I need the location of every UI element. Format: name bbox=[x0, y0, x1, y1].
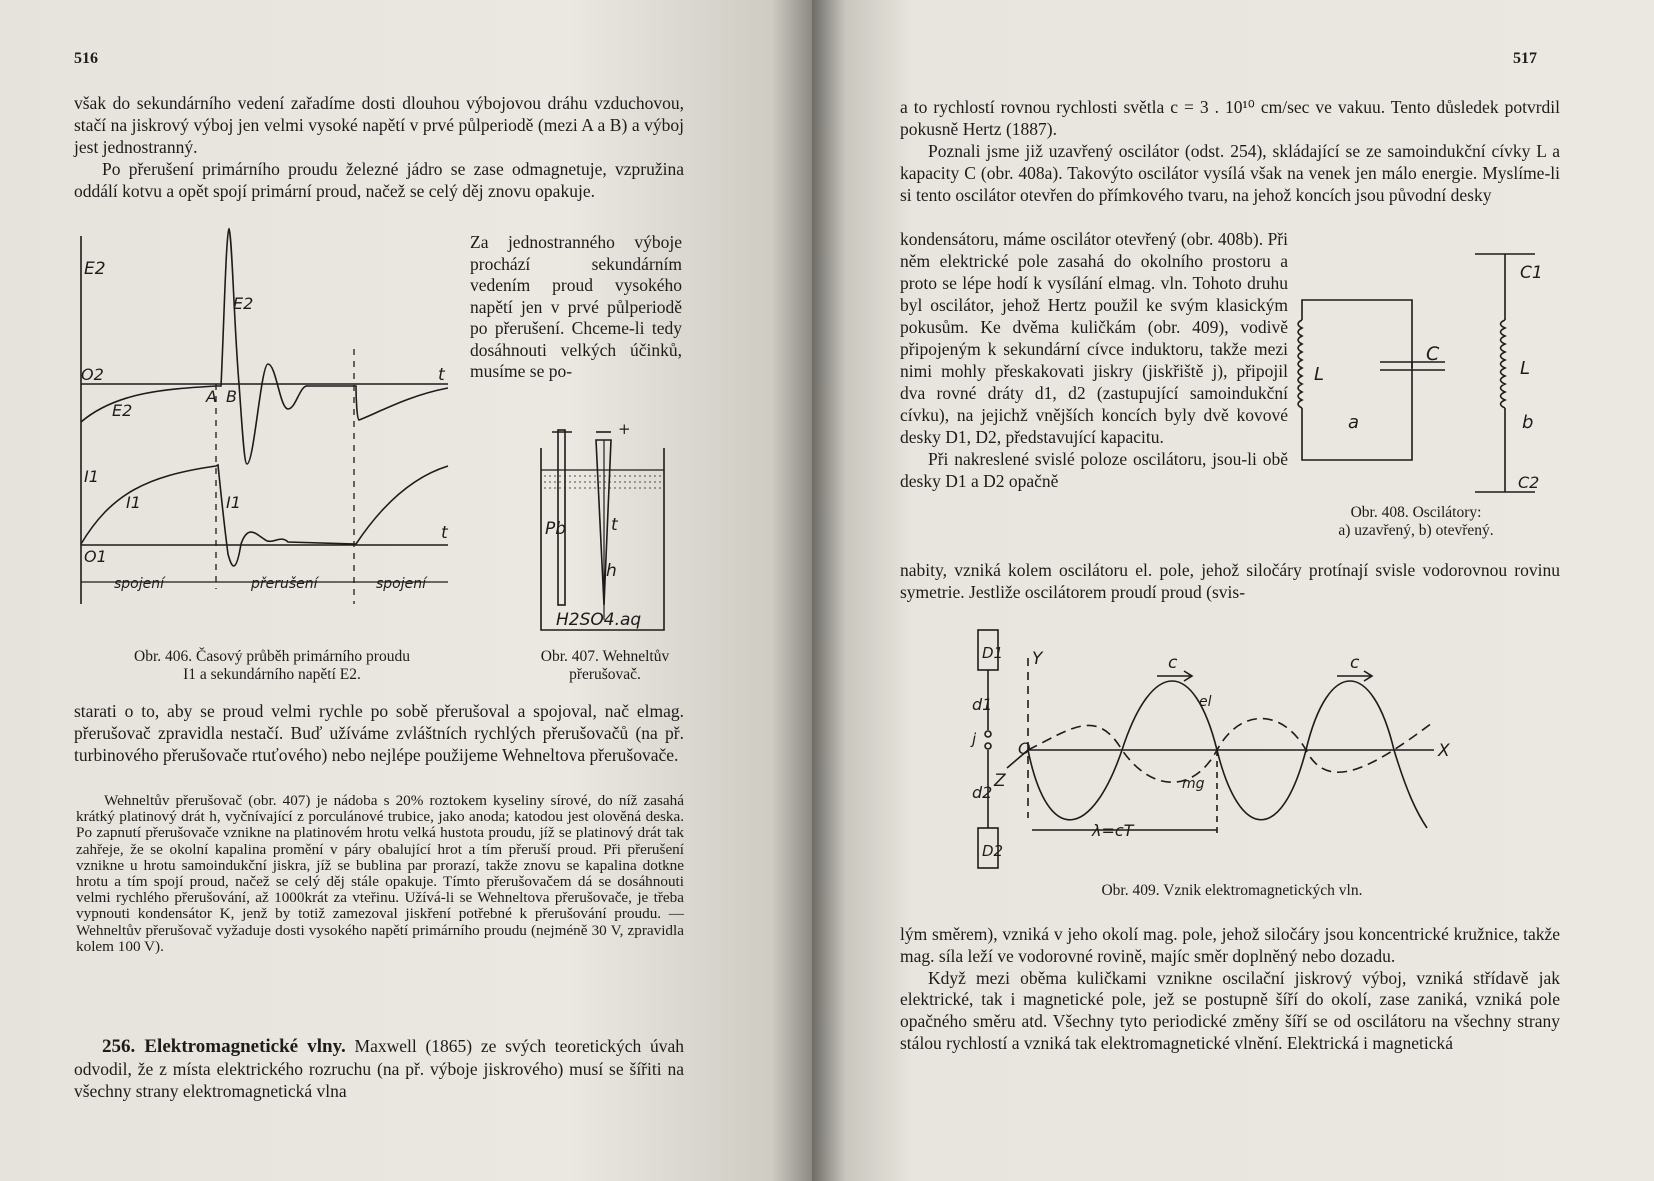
fig408-label-a: a bbox=[1348, 412, 1360, 433]
fig408-label-C2: C2 bbox=[1518, 473, 1540, 492]
fig409-label-d2: d2 bbox=[972, 783, 993, 802]
figure-409 bbox=[972, 628, 1492, 888]
fig407-label-t: t bbox=[611, 515, 618, 535]
paragraph-small: Wehneltův přerušovač (obr. 407) je nádoba s 20% roztokem kyseliny sírové, do níž zasahá krátký platinový drát h, vyčnívající z porculánové trubice, jako anoda; katodou jest olověná deska. Po zapnutí přerušovače vznikne na platinovém hrotu velká hustota proudu, jíž se platinový drát tak zahřeje, že se okolní kapalina promění v páry obalující hrot a tím přeruší proud. Při přerušení vznikne u hrotu samoindukční jiskra, jíž se bublina par prorazí, takže znovu se kapalina dotkne hrotu a tím spojí proud, načež se celý děj stále opakuje. Tímto přerušovačem dá se dosáhnouti velmi rychlého přerušování, až 1000krát za vteřinu. Užívá-li se Wehneltova přerušovače, je třeba vypnouti kondensátor K, jenž by totiž zamezoval jiskření potřebné k přerušování proudu. — Wehneltův přerušovač vyžaduje dosti vysokého napětí primárního proudu (nejméně 30 V, zpravidla kolem 100 V). bbox=[76, 792, 684, 955]
fig409-label-c2: c bbox=[1350, 653, 1360, 673]
left-text-top bbox=[74, 92, 684, 202]
fig407-lead-plate bbox=[558, 430, 565, 605]
fig408-label-L-left: L bbox=[1314, 364, 1325, 385]
fig406-label-E2-low: E2 bbox=[112, 401, 133, 420]
caption-fig409: Obr. 409. Vznik elektromagnetických vln. bbox=[1101, 882, 1363, 899]
fig406-label-I1-curve: I1 bbox=[126, 493, 141, 512]
caption-line: I1 a sekundárního napětí E2. bbox=[183, 666, 361, 683]
fig408-label-C: C bbox=[1426, 343, 1440, 365]
fig406-label-E2-peak: E2 bbox=[233, 294, 254, 313]
fig409-label-j: j bbox=[972, 730, 977, 748]
right-text-narrow bbox=[900, 228, 1288, 492]
paragraph: nabity, vzniká kolem oscilátoru el. pole, jehož siločáry protínají svisle vodorovnou rovinu symetrie. Jestliže oscilátorem proudí proud (svis- bbox=[900, 560, 1560, 602]
fig407-plus-sign: + bbox=[618, 420, 631, 438]
caption-fig406 bbox=[72, 648, 472, 684]
fig406-E2-curve bbox=[81, 229, 448, 464]
fig408-label-L-right: L bbox=[1520, 358, 1531, 379]
left-page bbox=[0, 0, 812, 1181]
paragraph: lým směrem), vzniká v jeho okolí mag. pole, jehož siločáry jsou koncentrické kružnice, takže mag. síla leží ve vodorovné rovině, majíc směr doplněný nebo dozadu. bbox=[900, 924, 1560, 966]
fig409-label-d1: d1 bbox=[972, 695, 993, 714]
figure-407 bbox=[536, 420, 676, 640]
fig409-label-c1: c bbox=[1168, 653, 1178, 673]
paragraph: však do sekundárního vedení zařadíme dosti dlouhou výbojovou dráhu vzduchovou, stačí na jiskrový výboj jen velmi vysoké napětí v prvé půlperiodě (mezi A a B) a výboj jest jednostranný. bbox=[74, 93, 684, 157]
page-number-left: 516 bbox=[74, 50, 98, 67]
page-number-right: 517 bbox=[1513, 50, 1537, 67]
fig409-label-D2: D2 bbox=[982, 842, 1004, 860]
fig406-label-t-bottom: t bbox=[441, 523, 448, 543]
caption-line: a) uzavřený, b) otevřený. bbox=[1338, 522, 1494, 539]
fig406-label-spojeni-2: spojení bbox=[376, 576, 427, 592]
caption-fig407 bbox=[510, 648, 700, 684]
fig409-label-D1: D1 bbox=[982, 644, 1004, 662]
paragraph: kondensátoru, máme oscilátor otevřený (obr. 408b). Při něm elektrické pole zasahá do okolního prostoru a proto se lépe hodí k vysílání elmag. vln. Tohoto druhu byl oscilátor, jehož Hertz použil ke svým klasickým pokusům. Ke dvěma kuličkám (obr. 409), vodivě připojeným k sekundární cívce induktoru, takže mezi nimi mohly přeskakovati jiskry (jiskřiště j), připojil dva rovné dráty d1, d2 (zastupující samoindukční cívku), na jejichž vnějších koncích byly dvě kovové desky D1, D2, představující kapacitu. bbox=[900, 229, 1288, 447]
caption-line: Obr. 408. Oscilátory: bbox=[1350, 504, 1482, 521]
caption-fig408 bbox=[1294, 504, 1538, 540]
fig408-label-b: b bbox=[1522, 412, 1534, 433]
section-text: Maxwell (1865) ze svých teoretických úvah odvodil, že z místa elektrického rozruchu (na př. výboje jiskrového) musí se šířiti na všechny strany elektromagnetická vlna bbox=[74, 1036, 684, 1101]
paragraph: Poznali jsme již uzavřený oscilátor (odst. 254), skládající se ze samoindukční cívky L a kapacity C (obr. 408a). Takovýto oscilátor vysílá však na venek jen málo energie. Myslíme-li si tento oscilátor otevřen do přímkového tvaru, na jehož koncích jsou původní desky bbox=[900, 141, 1560, 205]
section-256 bbox=[74, 1035, 684, 1102]
figure-408 bbox=[1290, 250, 1543, 495]
fig409-sphere-bottom bbox=[985, 743, 991, 749]
caption-line: přerušovač. bbox=[569, 666, 641, 683]
fig409-label-el: el bbox=[1199, 694, 1212, 710]
fig409-label-mg: mg bbox=[1182, 776, 1205, 792]
fig407-vessel bbox=[541, 448, 664, 630]
caption-line: Obr. 406. Časový průběh primárního proudu bbox=[134, 648, 410, 665]
right-text-after-fig408 bbox=[900, 559, 1560, 603]
caption-line: Obr. 407. Wehneltův bbox=[540, 648, 670, 665]
fig408a-coil bbox=[1298, 320, 1302, 408]
left-side-text: Za jednostranného výboje prochází sekundárním vedením proud vysokého napětí jen v prvé půlperiodě po přerušení. Chceme-li tedy dosáhnouti velkých účinků, musíme se po- bbox=[470, 232, 682, 381]
fig406-label-I1-drop: I1 bbox=[226, 493, 241, 512]
fig407-label-acid: H2SO4.aq bbox=[556, 610, 642, 630]
fig408-label-C1: C1 bbox=[1520, 263, 1543, 283]
fig407-label-h: h bbox=[606, 561, 617, 581]
figure-406 bbox=[76, 224, 476, 624]
fig406-label-E2-axis: E2 bbox=[84, 259, 106, 279]
fig409-label-Z: Z bbox=[994, 771, 1006, 791]
fig409-label-Y: Y bbox=[1032, 649, 1043, 669]
fig406-label-O1: O1 bbox=[84, 547, 107, 566]
fig406-label-O2: O2 bbox=[81, 365, 104, 384]
paragraph: a to rychlostí rovnou rychlosti světla c = 3 . 10¹⁰ cm/sec ve vakuu. Tento důsledek potvrdil pokusně Hertz (1887). bbox=[900, 97, 1560, 139]
fig406-label-preruseni: přerušení bbox=[251, 576, 318, 592]
fig406-label-spojeni-1: spojení bbox=[114, 576, 165, 592]
fig406-label-B: B bbox=[226, 387, 237, 406]
fig409-label-O: O bbox=[1018, 739, 1031, 758]
right-page bbox=[812, 0, 1654, 1181]
left-text-middle bbox=[74, 700, 684, 766]
paragraph: Při nakreslené svislé poloze oscilátoru, jsou-li obě desky D1 a D2 opačně bbox=[900, 449, 1288, 491]
fig409-sphere-top bbox=[985, 731, 991, 737]
fig406-label-t-top: t bbox=[438, 365, 445, 385]
fig409-label-lambda: λ=cT bbox=[1092, 821, 1134, 840]
paragraph: Když mezi oběma kuličkami vznikne oscilační jiskrový výboj, vzniká střídavě jak elektrické, tak i magnetické pole, jež se postupně šíří do okolí, zase zaniká, vzniká pole opačného směru atd. Všechny tyto periodické změny šíří se od oscilátoru na všechny strany stálou rychlostí a vzniká tak elektromagnetické vlnění. Elektrická i magnetická bbox=[900, 967, 1560, 1053]
left-small-text bbox=[76, 793, 684, 955]
fig409-label-X: X bbox=[1438, 741, 1450, 761]
paragraph: Po přerušení primárního proudu železné jádro se zase odmagnetuje, vzpružina oddálí kotvu a opět spojí primární proud, načež se celý děj znovu opakuje. bbox=[74, 159, 684, 201]
fig409-electric-wave bbox=[1028, 681, 1427, 828]
fig407-label-Pb: Pb bbox=[545, 519, 567, 539]
fig406-I1-curve bbox=[81, 465, 448, 566]
section-title: 256. Elektromagnetické vlny. bbox=[102, 1036, 346, 1057]
fig408b-coil bbox=[1501, 320, 1506, 408]
fig406-label-A: A bbox=[206, 387, 217, 406]
right-text-bottom bbox=[900, 924, 1560, 1055]
fig406-label-I1-axis: I1 bbox=[84, 467, 99, 486]
right-text-top bbox=[900, 96, 1560, 206]
paragraph: starati o to, aby se proud velmi rychle po sobě přerušoval a spojoval, nač elmag. přerušovač zpravidla nestačí. Buď užíváme zvláštních rychlých přerušovačů (na př. turbinového přerušovače rtuťového) nebo nejlépe použijeme Wehneltova přerušovače. bbox=[74, 701, 684, 765]
